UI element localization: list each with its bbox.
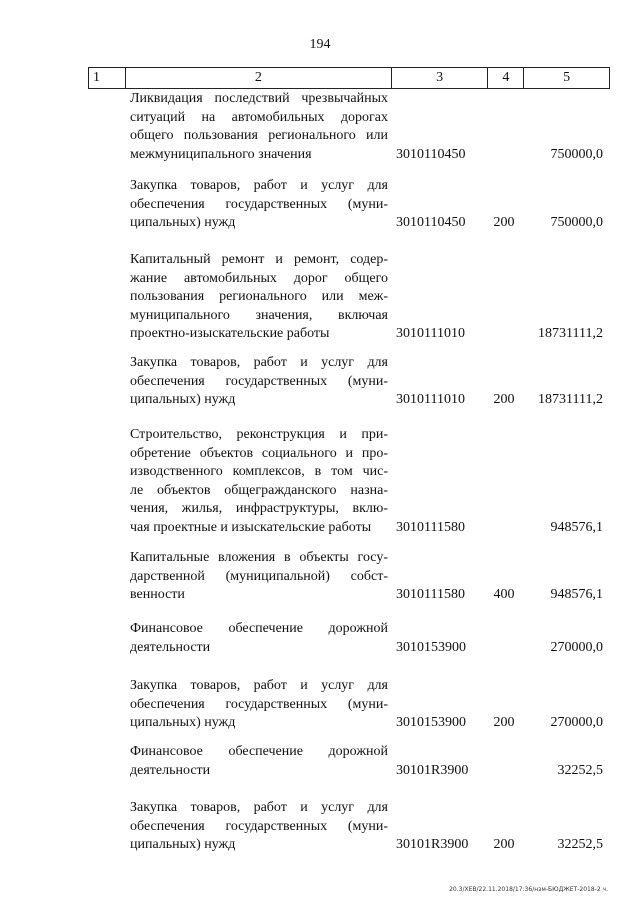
description-line: обеспечения государственных (муни- [130,696,388,712]
description-line: проектно-изыскательские работы [130,326,330,341]
table-row [0,426,640,537]
description-line: обеспечения государственных (муни- [130,818,388,834]
row-code: 30101R3900 [396,837,469,852]
row-description [130,549,388,605]
row-amount: 750000,0 [550,146,603,162]
header-col-1: 1 [89,68,126,88]
row-code: 3010111580 [396,587,465,602]
description-line: ципальных) нужд [130,215,236,230]
description-line: общего пользования регионального или [130,128,388,143]
row-expense-type: 400 [493,587,515,602]
row-amount: 750000,0 [550,215,603,230]
description-line: Капитальные вложения в объекты госу- [130,550,388,565]
row-expense-type: 200 [493,392,515,407]
header-col-5: 5 [563,70,571,85]
description-line: Финансовое обеспечение дорожной [130,621,388,636]
description-line: чения, жилья, инфраструктуры, вклю- [130,501,388,516]
description-line: обеспечения государственных (муни- [130,196,388,212]
row-description [130,799,388,855]
row-description [130,251,388,344]
description-line: обретение объектов социального и про- [130,445,388,461]
row-description [130,177,388,233]
description-line: ципальных) нужд [130,715,236,730]
row-amount: 948576,1 [550,587,603,602]
description-line: изводственного комплексов, в том чис- [130,464,388,479]
row-description [130,743,388,780]
description-line: жание автомобильных дорог общего [130,270,388,286]
header-col-2: 2 [126,68,392,88]
row-expense-type: 200 [493,715,515,730]
footer-stamp: 20.3/ХЕВ/22.11.2018/17:36/нзм-БЮДЖЕТ-2018-2 ч. [449,886,608,893]
description-line: Капитальный ремонт и ремонт, содер- [130,252,388,267]
row-code: 3010110450 [396,215,466,230]
row-description [130,426,388,537]
description-line: дарственной (муниципальной) собст- [130,568,388,584]
description-line: пользования регионального или меж- [130,289,388,304]
description-line: Ликвидация последствий чрезвычайных [130,91,388,106]
table-row [0,177,640,233]
row-code: 3010111010 [396,326,465,341]
description-line: ципальных) нужд [130,392,236,407]
description-line: деятельности [130,639,211,655]
description-line: Закупка товаров, работ и услуг для [130,355,388,370]
row-code: 30101R3900 [396,762,469,778]
row-amount: 270000,0 [550,639,603,655]
description-line: Финансовое обеспечение дорожной [130,744,388,759]
description-line: Закупка товаров, работ и услуг для [130,678,388,693]
row-amount: 18731111,2 [538,326,603,341]
row-amount: 18731111,2 [538,392,603,407]
table-row [0,90,640,164]
description-line: межмуниципального значения [130,146,312,162]
description-line: деятельности [130,762,211,778]
table-row [0,549,640,605]
row-amount: 32252,5 [557,837,603,852]
description-line: Строительство, реконструкция и при- [130,427,388,442]
header-col-4: 4 [488,68,524,88]
table-row [0,677,640,733]
row-expense-type: 200 [493,837,515,852]
description-line: ситуаций на автомобильных дорогах [130,109,388,125]
table-row [0,620,640,657]
row-code: 3010153900 [396,639,466,655]
row-description [130,90,388,164]
table-row [0,354,640,410]
description-line: чая проектные и изыскательские работы [130,519,372,535]
header-col-3: 3 [392,68,489,88]
description-line: ципальных) нужд [130,837,236,852]
row-description [130,620,388,657]
row-amount: 270000,0 [550,715,603,730]
row-code: 3010153900 [396,715,466,730]
row-description [130,677,388,733]
row-description [130,354,388,410]
description-line: обеспечения государственных (муни- [130,373,388,389]
table-header [88,67,610,89]
row-code: 3010110450 [396,146,466,162]
row-amount: 32252,5 [557,762,603,778]
row-expense-type: 200 [493,215,515,230]
row-amount: 948576,1 [550,519,603,535]
table-row [0,251,640,344]
description-line: Закупка товаров, работ и услуг для [130,800,388,815]
table-row [0,799,640,855]
description-line: Закупка товаров, работ и услуг для [130,178,388,193]
table-row [0,743,640,780]
description-line: ле объектов общегражданского назна- [130,482,388,498]
page-number: 194 [309,37,331,52]
row-code: 3010111010 [396,392,465,407]
description-line: венности [130,587,185,602]
description-line: муниципального значения, включая [130,307,388,323]
row-code: 3010111580 [396,519,465,535]
